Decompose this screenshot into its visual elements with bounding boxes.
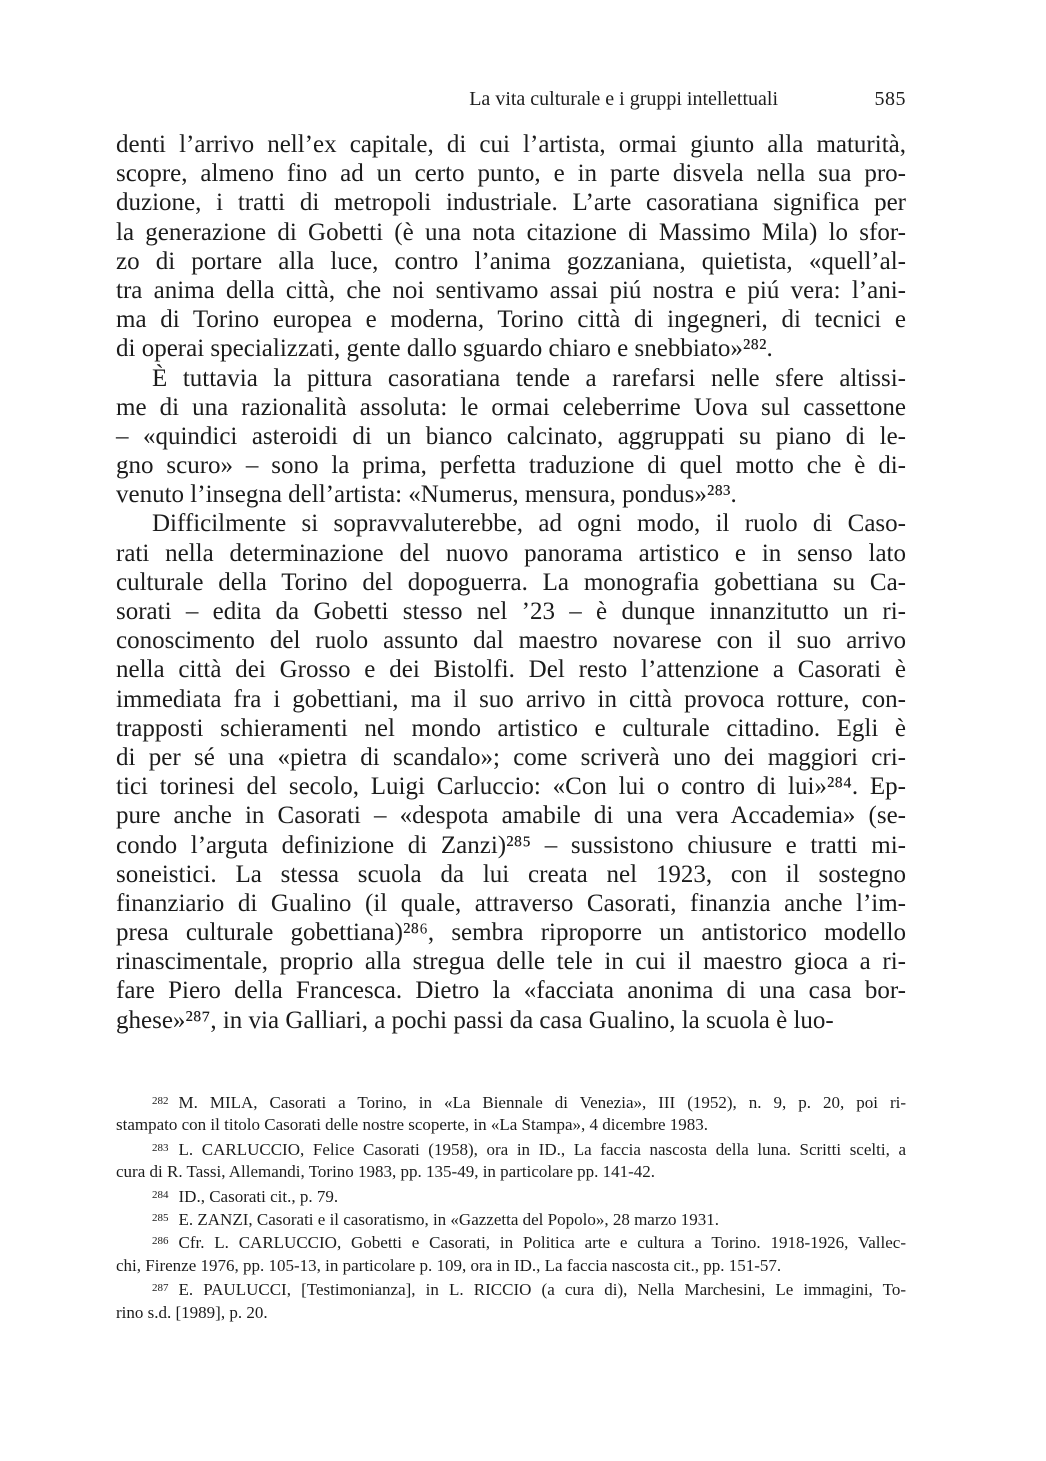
footnote-line [116,1230,906,1253]
footnote [116,1184,906,1207]
footnote-number: 287 [152,1282,169,1295]
page-number: 585 [874,88,906,110]
footnote-number: 282 [152,1095,169,1107]
footnote [116,1230,906,1277]
footnote-line [116,1184,906,1207]
text-line: È tuttavia la pittura casoratiana tende a rarefarsi nelle sfere altissi- [152,364,906,392]
footnote-number: 285 [152,1211,169,1224]
paragraph [116,130,906,364]
footnote-line [116,1301,906,1324]
text-line: ghese»²⁸⁷, in via Galliari, a pochi passi da casa Gualino, la scuola è luo- [116,1006,834,1034]
footnote-text: E. PAULUCCI, [Testimonianza], in L. RICCIO (a cura di), Nella Marchesini, Le immagini, To- [178,1280,906,1300]
text-line: di per sé una «pietra di scandalo»; come scriverà uno dei maggiori cri- [116,743,906,771]
text-line: presa culturale gobettiana)²⁸⁶, sembra riproporre un antistorico modello [116,919,906,947]
text-line: tra anima della città, che noi sentivamo assai piú nostra e piú vera: l’ani- [116,276,906,304]
text-line: conoscimento del ruolo assunto dal maestro novarese con il suo arrivo [116,627,906,655]
text-line: tici torinesi del secolo, Luigi Carluccio: «Con lui o contro di lui»²⁸⁴. Ep- [116,773,906,801]
footnote-number: 286 [152,1235,169,1248]
footnote-line [116,1254,906,1277]
body-text [116,130,906,1035]
footnote-text: stampato con il titolo Casorati delle nostre scoperte, in «La Stampa», 4 dicembre 1983. [116,1115,709,1135]
text-line: condo l’arguta definizione di Zanzi)²⁸⁵ – sussistono chiusure e tratti mi- [116,831,906,859]
text-line: pure anche in Casorati – «despota amabile di una vera Accademia» (se- [116,802,906,830]
text-line: me di una razionalità assoluta: le ormai celeberrime Uova sul cassettone [116,393,906,421]
text-line: venuto l’insegna dell’artista: «Numerus, mensura, pondus»²⁸³. [116,481,737,509]
text-line: zo di portare alla luce, contro l’anima gozzaniana, quietista, «quell’al- [116,247,906,275]
footnote-text: L. CARLUCCIO, Felice Casorati (1958), ora in ID., La faccia nascosta della luna. Scritti scelti, a [178,1139,906,1159]
text-line: gno scuro» – sono la prima, perfetta traduzione di quel motto che è di- [116,452,906,480]
footnote-text: cura di R. Tassi, Allemandi, Torino 1983, pp. 135-49, in particolare pp. 141-42. [116,1162,656,1182]
footnote-line [116,1137,906,1160]
footnotes [116,1090,906,1324]
footnote-line [116,1277,906,1300]
text-line: di operai specializzati, gente dallo sguardo chiaro e snebbiato»²⁸². [116,335,773,363]
footnote [116,1137,906,1184]
text-line: scopre, almeno fino ad un certo punto, e in parte disvela nella sua pro- [116,160,906,188]
footnote-text: rino s.d. [1989], p. 20. [116,1302,268,1322]
text-line: denti l’arrivo nell’ex capitale, di cui l’artista, ormai giunto alla maturità, [116,131,906,158]
text-line: rati nella determinazione del nuovo panorama artistico e in senso lato [116,539,906,567]
text-line: Difficilmente si sopravvaluterebbe, ad ogni modo, il ruolo di Caso- [152,510,906,538]
footnote-text: chi, Firenze 1976, pp. 105-13, in particolare p. 109, ora in ID., La faccia nascosta cit., pp. 151-57. [116,1255,782,1275]
text-line: rinascimentale, proprio alla stregua delle tele in cui il maestro gioca a ri- [116,948,906,976]
footnote-line [116,1113,906,1136]
text-line: immediata fra i gobettiani, ma il suo arrivo in città provoca rotture, con- [116,685,906,713]
text-line: sorati – edita da Gobetti stesso nel ’23 – è dunque innanzitutto un ri- [116,598,906,625]
footnote-line [116,1090,906,1113]
footnote-text: Cfr. L. CARLUCCIO, Gobetti e Casorati, in Politica arte e cultura a Torino. 1918-1926, Vallec- [178,1233,906,1253]
text-line: duzione, i tratti di metropoli industriale. L’arte casoratiana significa per [116,189,906,217]
paragraph [116,509,906,1034]
footnote-text: E. ZANZI, Casorati e il casoratismo, in «Gazzetta del Popolo», 28 marzo 1931. [178,1209,720,1229]
footnote-text: ID., Casorati cit., p. 79. [178,1186,339,1206]
text-line: finanziario di Gualino (il quale, attraverso Casorati, finanzia anche l’im- [116,889,906,917]
footnote [116,1207,906,1230]
text-line: culturale della Torino del dopoguerra. La monografia gobettiana su Ca- [116,568,906,596]
footnote-text: M. MILA, Casorati a Torino, in «La Biennale di Venezia», III (1952), n. 9, p. 20, poi ri- [178,1093,906,1112]
running-title: La vita culturale e i gruppi intellettuali [469,88,778,110]
text-line: – «quindici asteroidi di un bianco calcinato, aggruppati su piano di le- [116,422,906,450]
text-line: la generazione di Gobetti (è una nota citazione di Massimo Mila) lo sfor- [116,218,906,246]
footnote [116,1090,906,1137]
footnote-line [116,1160,906,1183]
footnote-number: 283 [152,1141,169,1154]
text-line: fare Piero della Francesca. Dietro la «facciata anonima di una casa bor- [116,977,906,1005]
footnote-number: 284 [152,1188,169,1201]
text-line: nella città dei Grosso e dei Bistolfi. Del resto l’attenzione a Casorati è [116,656,906,684]
footnote [116,1277,906,1324]
footnote-line [116,1207,906,1230]
paragraph [116,364,906,510]
text-line: ma di Torino europea e moderna, Torino città di ingegneri, di tecnici e [116,306,906,334]
text-line: trapposti schieramenti nel mondo artistico e culturale cittadino. Egli è [116,714,906,742]
running-header [116,84,906,114]
text-line: soneistici. La stessa scuola da lui creata nel 1923, con il sostegno [116,860,906,888]
